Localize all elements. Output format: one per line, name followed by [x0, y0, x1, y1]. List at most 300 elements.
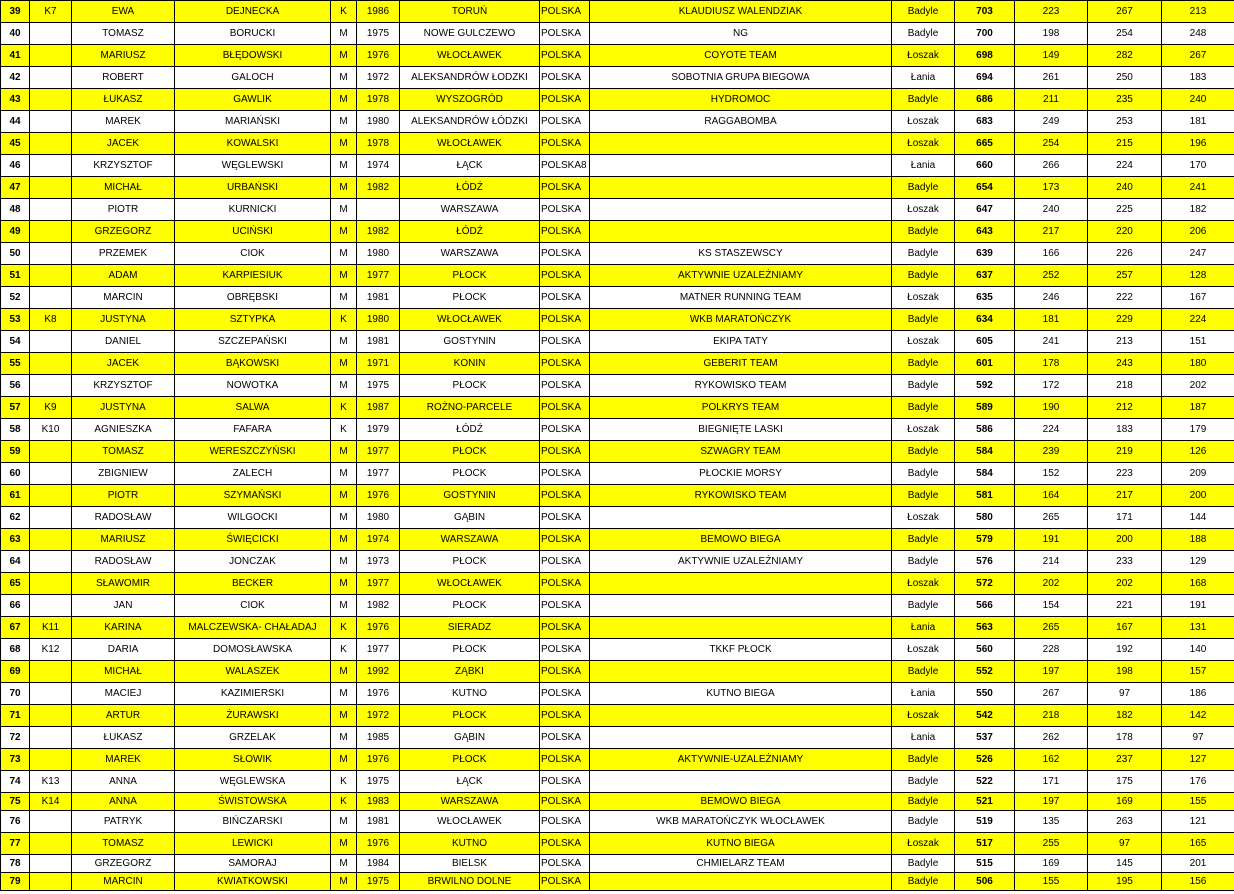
cell-first-name: MAREK [72, 111, 175, 133]
cell-city: PŁOCK [400, 463, 540, 485]
cell-points: 521 [955, 793, 1015, 811]
cell-last-name: BECKER [175, 573, 331, 595]
table-row [1, 199, 1234, 221]
table-row [1, 573, 1234, 595]
cell-place: 56 [1, 375, 30, 397]
cell-place: 55 [1, 353, 30, 375]
cell-country: POLSKA [540, 595, 590, 617]
cell-birth-year: 1976 [357, 617, 400, 639]
cell-score-2: 212 [1088, 397, 1162, 419]
cell-category [30, 375, 72, 397]
cell-last-name: KOWALSKI [175, 133, 331, 155]
cell-birth-year: 1976 [357, 683, 400, 705]
cell-group: Łoszak [892, 507, 955, 529]
cell-category [30, 23, 72, 45]
cell-sex: K [331, 1, 357, 23]
cell-last-name: NOWOTKA [175, 375, 331, 397]
cell-place: 52 [1, 287, 30, 309]
cell-points: 566 [955, 595, 1015, 617]
table-row [1, 661, 1234, 683]
cell-country: POLSKA [540, 727, 590, 749]
cell-group: Badyle [892, 771, 955, 793]
cell-last-name: ZALECH [175, 463, 331, 485]
cell-points: 584 [955, 441, 1015, 463]
cell-birth-year [357, 199, 400, 221]
cell-category [30, 353, 72, 375]
cell-last-name: ŚWIĘCICKI [175, 529, 331, 551]
cell-points: 654 [955, 177, 1015, 199]
cell-place: 69 [1, 661, 30, 683]
cell-sex: M [331, 45, 357, 67]
table-row [1, 551, 1234, 573]
cell-sex: M [331, 199, 357, 221]
cell-first-name: MICHAŁ [72, 177, 175, 199]
cell-birth-year: 1980 [357, 309, 400, 331]
cell-score-3: 240 [1162, 89, 1234, 111]
cell-sex: M [331, 177, 357, 199]
cell-score-3: 156 [1162, 873, 1234, 891]
cell-category [30, 683, 72, 705]
cell-score-3: 180 [1162, 353, 1234, 375]
cell-category [30, 133, 72, 155]
cell-last-name: BĄKOWSKI [175, 353, 331, 375]
cell-points: 506 [955, 873, 1015, 891]
cell-place: 63 [1, 529, 30, 551]
cell-points: 584 [955, 463, 1015, 485]
cell-city: PŁOCK [400, 441, 540, 463]
cell-score-3: 170 [1162, 155, 1234, 177]
cell-sex: M [331, 551, 357, 573]
cell-team: POLKRYS TEAM [590, 397, 892, 419]
table-row [1, 855, 1234, 873]
table-row [1, 111, 1234, 133]
cell-score-1: 218 [1015, 705, 1088, 727]
cell-team [590, 133, 892, 155]
cell-score-1: 261 [1015, 67, 1088, 89]
cell-points: 581 [955, 485, 1015, 507]
table-row [1, 23, 1234, 45]
cell-birth-year: 1980 [357, 507, 400, 529]
cell-score-3: 206 [1162, 221, 1234, 243]
cell-score-1: 191 [1015, 529, 1088, 551]
cell-category: K9 [30, 397, 72, 419]
cell-score-2: 195 [1088, 873, 1162, 891]
cell-group: Łoszak [892, 45, 955, 67]
cell-category: K8 [30, 309, 72, 331]
cell-birth-year: 1972 [357, 67, 400, 89]
cell-last-name: CIOK [175, 595, 331, 617]
cell-group: Łania [892, 617, 955, 639]
cell-points: 698 [955, 45, 1015, 67]
table-row [1, 529, 1234, 551]
cell-first-name: MICHAŁ [72, 661, 175, 683]
cell-score-3: 142 [1162, 705, 1234, 727]
cell-last-name: KURNICKI [175, 199, 331, 221]
cell-birth-year: 1972 [357, 705, 400, 727]
cell-score-2: 263 [1088, 811, 1162, 833]
cell-category [30, 749, 72, 771]
cell-score-3: 187 [1162, 397, 1234, 419]
cell-score-1: 240 [1015, 199, 1088, 221]
cell-team [590, 199, 892, 221]
cell-birth-year: 1982 [357, 221, 400, 243]
cell-country: POLSKA [540, 243, 590, 265]
cell-category [30, 529, 72, 551]
cell-category: K14 [30, 793, 72, 811]
cell-score-2: 253 [1088, 111, 1162, 133]
cell-country: POLSKA [540, 23, 590, 45]
cell-team: SOBOTNIA GRUPA BIEGOWA [590, 67, 892, 89]
cell-place: 40 [1, 23, 30, 45]
cell-score-1: 181 [1015, 309, 1088, 331]
cell-first-name: GRZEGORZ [72, 855, 175, 873]
table-row [1, 485, 1234, 507]
cell-score-2: 233 [1088, 551, 1162, 573]
cell-last-name: MALCZEWSKA- CHAŁADAJ [175, 617, 331, 639]
cell-category [30, 155, 72, 177]
cell-score-1: 246 [1015, 287, 1088, 309]
cell-city: ŁĄCK [400, 771, 540, 793]
cell-points: 637 [955, 265, 1015, 287]
cell-last-name: ŻURAWSKI [175, 705, 331, 727]
cell-place: 77 [1, 833, 30, 855]
cell-sex: K [331, 771, 357, 793]
cell-last-name: LEWICKI [175, 833, 331, 855]
cell-first-name: KRZYSZTOF [72, 375, 175, 397]
cell-sex: M [331, 441, 357, 463]
cell-first-name: ŁUKASZ [72, 727, 175, 749]
cell-place: 78 [1, 855, 30, 873]
cell-score-2: 202 [1088, 573, 1162, 595]
cell-points: 660 [955, 155, 1015, 177]
cell-team: RYKOWISKO TEAM [590, 375, 892, 397]
cell-score-2: 97 [1088, 833, 1162, 855]
cell-city: WARSZAWA [400, 529, 540, 551]
cell-team: RYKOWISKO TEAM [590, 485, 892, 507]
cell-category [30, 287, 72, 309]
cell-place: 43 [1, 89, 30, 111]
cell-score-2: 282 [1088, 45, 1162, 67]
cell-sex: M [331, 133, 357, 155]
table-row [1, 793, 1234, 811]
cell-score-1: 255 [1015, 833, 1088, 855]
table-row [1, 705, 1234, 727]
cell-category [30, 221, 72, 243]
cell-first-name: EWA [72, 1, 175, 23]
cell-score-3: 165 [1162, 833, 1234, 855]
cell-sex: M [331, 573, 357, 595]
cell-city: WŁOCŁAWEK [400, 309, 540, 331]
cell-team [590, 221, 892, 243]
cell-last-name: SŁOWIK [175, 749, 331, 771]
cell-country: POLSKA [540, 45, 590, 67]
cell-points: 639 [955, 243, 1015, 265]
cell-team: TKKF PŁOCK [590, 639, 892, 661]
cell-score-1: 254 [1015, 133, 1088, 155]
cell-city: ŁÓDŹ [400, 177, 540, 199]
cell-last-name: KARPIESIUK [175, 265, 331, 287]
cell-score-3: 97 [1162, 727, 1234, 749]
cell-team [590, 155, 892, 177]
cell-score-2: 219 [1088, 441, 1162, 463]
cell-first-name: PRZEMEK [72, 243, 175, 265]
cell-last-name: SALWA [175, 397, 331, 419]
cell-score-1: 198 [1015, 23, 1088, 45]
cell-score-2: 237 [1088, 749, 1162, 771]
cell-score-3: 196 [1162, 133, 1234, 155]
table-row [1, 353, 1234, 375]
cell-country: POLSKA [540, 749, 590, 771]
cell-score-2: 178 [1088, 727, 1162, 749]
cell-points: 522 [955, 771, 1015, 793]
cell-sex: M [331, 287, 357, 309]
cell-team: RAGGABOMBA [590, 111, 892, 133]
cell-place: 62 [1, 507, 30, 529]
cell-score-2: 183 [1088, 419, 1162, 441]
cell-sex: K [331, 309, 357, 331]
cell-last-name: JONCZAK [175, 551, 331, 573]
cell-group: Badyle [892, 353, 955, 375]
cell-score-1: 241 [1015, 331, 1088, 353]
cell-team [590, 705, 892, 727]
cell-category [30, 111, 72, 133]
cell-group: Badyle [892, 485, 955, 507]
table-row [1, 155, 1234, 177]
cell-group: Łoszak [892, 419, 955, 441]
cell-city: KUTNO [400, 833, 540, 855]
cell-sex: M [331, 243, 357, 265]
cell-team: KUTNO BIEGA [590, 833, 892, 855]
cell-birth-year: 1977 [357, 463, 400, 485]
cell-category [30, 265, 72, 287]
cell-sex: M [331, 485, 357, 507]
cell-first-name: TOMASZ [72, 23, 175, 45]
cell-sex: M [331, 331, 357, 353]
cell-score-3: 201 [1162, 855, 1234, 873]
cell-group: Badyle [892, 397, 955, 419]
cell-score-2: 224 [1088, 155, 1162, 177]
cell-city: PŁOCK [400, 639, 540, 661]
cell-country: POLSKA [540, 573, 590, 595]
cell-team [590, 573, 892, 595]
cell-group: Badyle [892, 551, 955, 573]
cell-first-name: AGNIESZKA [72, 419, 175, 441]
cell-score-3: 127 [1162, 749, 1234, 771]
cell-group: Badyle [892, 375, 955, 397]
cell-category [30, 811, 72, 833]
cell-city: BIELSK [400, 855, 540, 873]
cell-place: 47 [1, 177, 30, 199]
table-row [1, 177, 1234, 199]
cell-score-1: 223 [1015, 1, 1088, 23]
cell-category [30, 507, 72, 529]
cell-place: 58 [1, 419, 30, 441]
table-row [1, 89, 1234, 111]
cell-score-1: 214 [1015, 551, 1088, 573]
cell-city: PŁOCK [400, 375, 540, 397]
table-row [1, 287, 1234, 309]
cell-first-name: ANNA [72, 793, 175, 811]
cell-group: Badyle [892, 595, 955, 617]
cell-first-name: JAN [72, 595, 175, 617]
cell-city: KONIN [400, 353, 540, 375]
cell-city: TORUŃ [400, 1, 540, 23]
cell-group: Badyle [892, 811, 955, 833]
cell-team: AKTYWNIE-UZALEŻNIAMY [590, 749, 892, 771]
cell-birth-year: 1976 [357, 833, 400, 855]
cell-group: Badyle [892, 89, 955, 111]
cell-points: 694 [955, 67, 1015, 89]
cell-team: COYOTE TEAM [590, 45, 892, 67]
cell-score-2: 218 [1088, 375, 1162, 397]
cell-last-name: GRZELAK [175, 727, 331, 749]
cell-birth-year: 1985 [357, 727, 400, 749]
cell-group: Łania [892, 155, 955, 177]
cell-score-2: 254 [1088, 23, 1162, 45]
cell-points: 579 [955, 529, 1015, 551]
cell-birth-year: 1974 [357, 155, 400, 177]
cell-birth-year: 1982 [357, 595, 400, 617]
cell-birth-year: 1975 [357, 375, 400, 397]
cell-last-name: GAWLIK [175, 89, 331, 111]
cell-category [30, 463, 72, 485]
cell-last-name: KAZIMIERSKI [175, 683, 331, 705]
cell-country: POLSKA [540, 683, 590, 705]
cell-team: PŁOCKIE MORSY [590, 463, 892, 485]
cell-score-1: 217 [1015, 221, 1088, 243]
cell-country: POLSKA [540, 551, 590, 573]
cell-place: 45 [1, 133, 30, 155]
results-body [1, 1, 1234, 891]
cell-last-name: OBRĘBSKI [175, 287, 331, 309]
cell-group: Łoszak [892, 133, 955, 155]
cell-score-3: 126 [1162, 441, 1234, 463]
cell-score-3: 129 [1162, 551, 1234, 573]
cell-score-1: 178 [1015, 353, 1088, 375]
cell-category [30, 833, 72, 855]
cell-first-name: PIOTR [72, 485, 175, 507]
cell-country: POLSKA [540, 873, 590, 891]
cell-team: KLAUDIUSZ WALENDZIAK [590, 1, 892, 23]
cell-place: 75 [1, 793, 30, 811]
cell-birth-year: 1975 [357, 771, 400, 793]
cell-country: POLSKA [540, 353, 590, 375]
cell-first-name: MARIUSZ [72, 529, 175, 551]
cell-first-name: MARCIN [72, 873, 175, 891]
cell-city: BRWILNO DOLNE [400, 873, 540, 891]
cell-last-name: CIOK [175, 243, 331, 265]
cell-sex: M [331, 529, 357, 551]
cell-score-2: 250 [1088, 67, 1162, 89]
cell-country: POLSKA [540, 661, 590, 683]
cell-team: AKTYWNIE UZALEŻNIAMY [590, 551, 892, 573]
cell-score-2: 267 [1088, 1, 1162, 23]
cell-group: Badyle [892, 749, 955, 771]
cell-group: Badyle [892, 1, 955, 23]
cell-group: Łoszak [892, 199, 955, 221]
cell-first-name: ROBERT [72, 67, 175, 89]
cell-city: PŁOCK [400, 551, 540, 573]
cell-place: 60 [1, 463, 30, 485]
cell-place: 54 [1, 331, 30, 353]
cell-score-2: 167 [1088, 617, 1162, 639]
cell-first-name: ADAM [72, 265, 175, 287]
cell-points: 665 [955, 133, 1015, 155]
table-row [1, 45, 1234, 67]
cell-country: POLSKA8 [540, 155, 590, 177]
cell-country: POLSKA [540, 811, 590, 833]
table-row [1, 397, 1234, 419]
cell-group: Badyle [892, 265, 955, 287]
cell-score-3: 128 [1162, 265, 1234, 287]
cell-sex: M [331, 221, 357, 243]
cell-country: POLSKA [540, 529, 590, 551]
cell-points: 550 [955, 683, 1015, 705]
cell-group: Łoszak [892, 705, 955, 727]
table-row [1, 771, 1234, 793]
cell-score-2: 145 [1088, 855, 1162, 873]
cell-place: 64 [1, 551, 30, 573]
table-row [1, 419, 1234, 441]
cell-score-1: 267 [1015, 683, 1088, 705]
cell-score-2: 97 [1088, 683, 1162, 705]
table-row [1, 243, 1234, 265]
cell-sex: M [331, 353, 357, 375]
cell-city: WYSZOGRÓD [400, 89, 540, 111]
cell-category [30, 873, 72, 891]
cell-country: POLSKA [540, 771, 590, 793]
cell-last-name: UCIŃSKI [175, 221, 331, 243]
cell-category [30, 573, 72, 595]
cell-first-name: DANIEL [72, 331, 175, 353]
cell-group: Łoszak [892, 287, 955, 309]
cell-first-name: GRZEGORZ [72, 221, 175, 243]
cell-place: 79 [1, 873, 30, 891]
cell-sex: M [331, 595, 357, 617]
table-row [1, 67, 1234, 89]
cell-birth-year: 1975 [357, 23, 400, 45]
cell-points: 552 [955, 661, 1015, 683]
cell-place: 70 [1, 683, 30, 705]
cell-city: KUTNO [400, 683, 540, 705]
cell-score-3: 155 [1162, 793, 1234, 811]
cell-score-1: 249 [1015, 111, 1088, 133]
cell-country: POLSKA [540, 397, 590, 419]
cell-team: WKB MARATOŃCZYK [590, 309, 892, 331]
cell-group: Badyle [892, 441, 955, 463]
cell-birth-year: 1971 [357, 353, 400, 375]
cell-score-1: 265 [1015, 507, 1088, 529]
cell-country: POLSKA [540, 705, 590, 727]
cell-birth-year: 1974 [357, 529, 400, 551]
cell-score-1: 173 [1015, 177, 1088, 199]
cell-city: WARSZAWA [400, 243, 540, 265]
cell-points: 601 [955, 353, 1015, 375]
table-row [1, 507, 1234, 529]
cell-city: WARSZAWA [400, 793, 540, 811]
cell-score-2: 169 [1088, 793, 1162, 811]
table-row [1, 265, 1234, 287]
cell-place: 42 [1, 67, 30, 89]
cell-score-1: 197 [1015, 661, 1088, 683]
table-row [1, 375, 1234, 397]
cell-team [590, 771, 892, 793]
cell-birth-year: 1980 [357, 111, 400, 133]
cell-city: GOSTYNIN [400, 485, 540, 507]
cell-country: POLSKA [540, 639, 590, 661]
cell-country: POLSKA [540, 441, 590, 463]
cell-score-1: 190 [1015, 397, 1088, 419]
